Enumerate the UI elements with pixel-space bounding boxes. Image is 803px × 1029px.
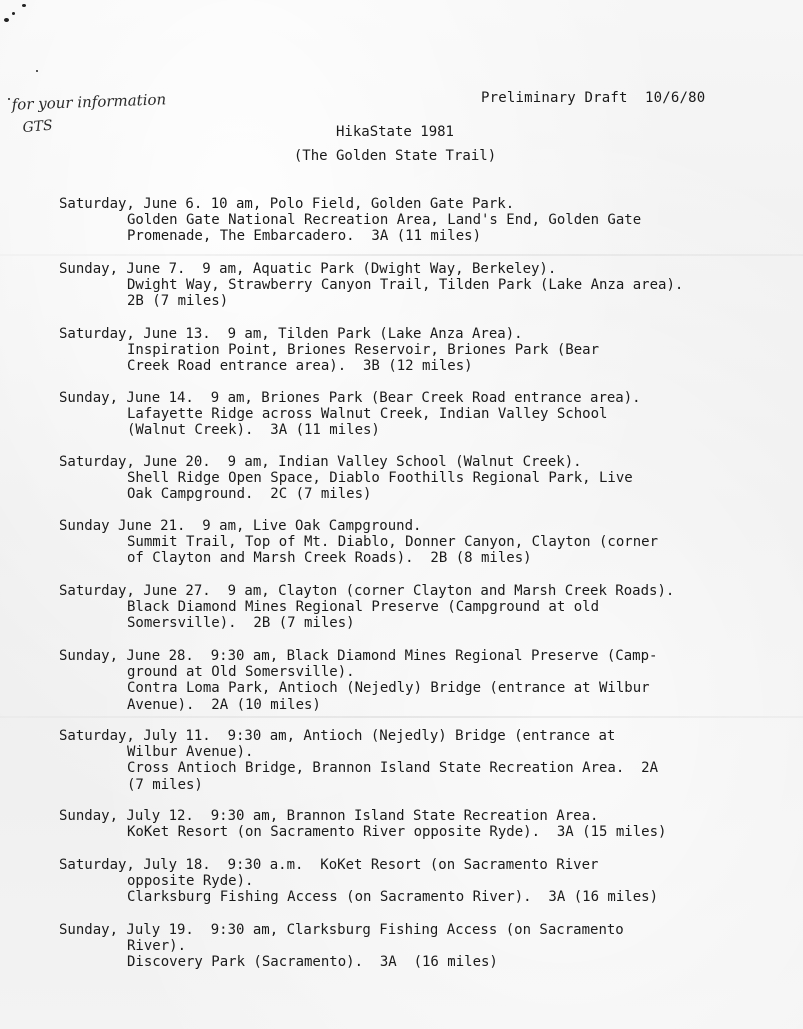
hike-entry-route-line: Oak Campground. 2C (7 miles) <box>127 486 372 503</box>
hike-entry-route-line: (7 miles) <box>127 776 203 793</box>
hike-entry-route-line: Dwight Way, Strawberry Canyon Trail, Tilden Park (Lake Anza area). <box>127 277 684 294</box>
hike-entry <box>59 196 641 245</box>
paper-fold-line <box>0 254 803 256</box>
hike-entry-date-start: Saturday, July 11. 9:30 am, Antioch (Nejedly) Bridge (entrance at <box>59 728 616 744</box>
ink-speck <box>22 4 26 7</box>
hike-entry-date-start: Saturday, June 13. 9 am, Tilden Park (Lake Anza Area). <box>59 326 523 342</box>
hike-entry-route-line: KoKet Resort (on Sacramento River opposite Ryde). 3A (15 miles) <box>127 824 667 841</box>
hike-entry <box>59 922 624 971</box>
hike-entry-route-line: Black Diamond Mines Regional Preserve (Campground at old <box>127 599 600 616</box>
hike-entry-route-line: (Walnut Creek). 3A (11 miles) <box>127 422 380 439</box>
hike-entry-date-start: Sunday, July 12. 9:30 am, Brannon Island State Recreation Area. <box>59 808 599 824</box>
hike-entry <box>59 857 658 906</box>
hike-entry-date-start: Sunday, July 19. 9:30 am, Clarksburg Fishing Access (on Sacramento <box>59 922 624 938</box>
hike-entry-route-line: Golden Gate National Recreation Area, Land's End, Golden Gate <box>127 212 642 229</box>
hike-entry <box>59 454 633 503</box>
hike-entry-route-line: Cross Antioch Bridge, Brannon Island State Recreation Area. 2A <box>127 760 659 777</box>
hike-entry-route-line: Creek Road entrance area). 3B (12 miles) <box>127 358 473 375</box>
handwritten-initials: GTS <box>21 117 54 137</box>
hike-entry <box>59 390 641 439</box>
hike-entry-route-line: Shell Ridge Open Space, Diablo Foothills Regional Park, Live <box>127 470 633 487</box>
hike-entry-route-line: Inspiration Point, Briones Reservoir, Briones Park (Bear <box>127 342 600 359</box>
hike-entry-date-start: Saturday, July 18. 9:30 a.m. KoKet Resort (on Sacramento River <box>59 857 599 873</box>
ink-speck <box>8 98 10 100</box>
hike-entry-date-start: Sunday, June 14. 9 am, Briones Park (Bear Creek Road entrance area). <box>59 390 641 406</box>
hike-entry <box>59 728 658 793</box>
hike-entry-date-start: Saturday, June 6. 10 am, Polo Field, Golden Gate Park. <box>59 196 515 212</box>
draft-date: Preliminary Draft 10/6/80 <box>481 90 706 106</box>
document-title: HikaState 1981 <box>335 124 454 140</box>
hike-entry-date-start: Sunday, June 7. 9 am, Aquatic Park (Dwight Way, Berkeley). <box>59 261 557 277</box>
hike-entry <box>59 583 674 632</box>
document-subtitle: (The Golden State Trail) <box>293 148 497 164</box>
hike-entry-date-start: Sunday, June 28. 9:30 am, Black Diamond Mines Regional Preserve (Camp- <box>59 648 658 664</box>
hike-entry-route-line: Somersville). 2B (7 miles) <box>127 615 355 632</box>
hike-entry-date-start: Sunday June 21. 9 am, Live Oak Campground. <box>59 518 422 534</box>
hike-entry-route-line: River). <box>127 938 187 955</box>
handwritten-note: for your information <box>11 90 167 114</box>
hike-entry-route-line: Lafayette Ridge across Walnut Creek, Indian Valley School <box>127 406 608 423</box>
hike-entry-date-start: Saturday, June 27. 9 am, Clayton (corner Clayton and Marsh Creek Roads). <box>59 583 675 599</box>
hike-entry-route-line: Clarksburg Fishing Access (on Sacramento River). 3A (16 miles) <box>127 889 659 906</box>
ink-speck <box>4 18 9 22</box>
paper-fold-line <box>0 716 803 718</box>
ink-speck <box>12 12 15 15</box>
ink-speck <box>36 70 38 72</box>
hike-entry-route-line: Discovery Park (Sacramento). 3A (16 miles) <box>127 954 498 971</box>
hike-entry <box>59 261 683 310</box>
hike-entry-route-line: 2B (7 miles) <box>127 293 229 310</box>
hike-entry <box>59 518 658 567</box>
hike-entry <box>59 808 666 840</box>
hike-entry-route-line: Wilbur Avenue). <box>127 744 254 761</box>
hike-entry-route-line: Promenade, The Embarcadero. 3A (11 miles) <box>127 228 482 245</box>
hike-entry-route-line: of Clayton and Marsh Creek Roads). 2B (8 miles) <box>127 550 532 567</box>
hike-entry <box>59 648 657 713</box>
hike-entry-date-start: Saturday, June 20. 9 am, Indian Valley School (Walnut Creek). <box>59 454 582 470</box>
hike-entry-route-line: Contra Loma Park, Antioch (Nejedly) Bridge (entrance at Wilbur <box>127 680 650 697</box>
hike-entry <box>59 326 599 375</box>
hike-entry-route-line: ground at Old Somersville). <box>127 664 355 681</box>
hike-entry-route-line: Summit Trail, Top of Mt. Diablo, Donner Canyon, Clayton (corner <box>127 534 659 551</box>
hike-entry-route-line: opposite Ryde). <box>127 873 254 890</box>
hike-entry-route-line: Avenue). 2A (10 miles) <box>127 696 321 713</box>
